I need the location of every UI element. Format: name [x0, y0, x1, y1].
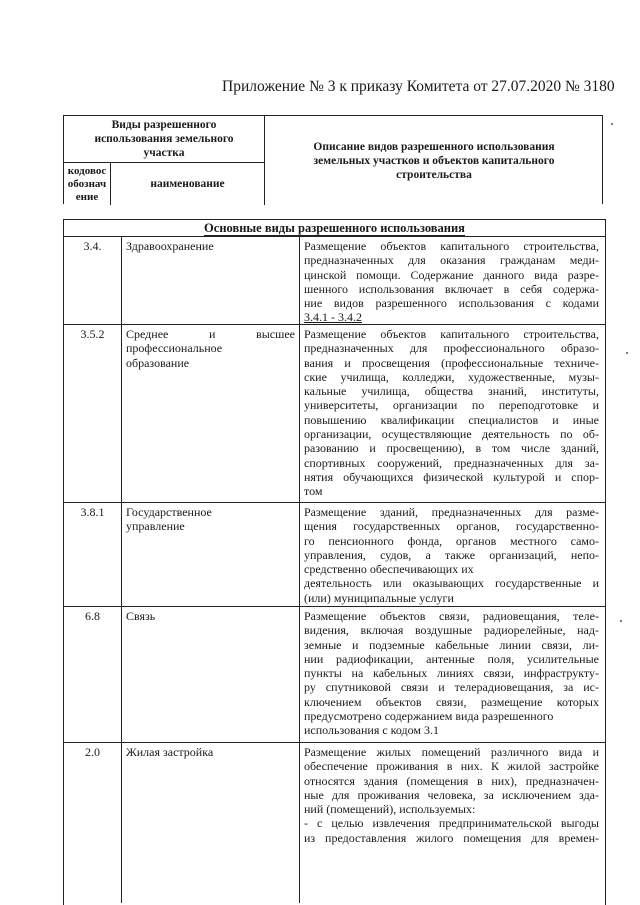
- header-code-line: кодовос: [67, 164, 107, 177]
- row-description-line: вания и просвещения (профессиональные техниче-: [304, 355, 599, 370]
- header-group-title-line: участка: [143, 147, 185, 159]
- row-code: 2.0: [64, 743, 122, 903]
- row-description-line: спортивных сооружений, предназначенных для за-: [304, 455, 599, 470]
- row-description-line: из предоставления жилого помещения для времен-: [304, 830, 599, 845]
- header-table: [63, 115, 603, 204]
- row-code: 3.5.2: [64, 325, 122, 502]
- row-description-line: пункты на кабельных линиях связи, инфраструкту-: [304, 666, 599, 681]
- header-code: [64, 163, 110, 205]
- header-group-title-line: Виды разрешенного: [111, 119, 217, 131]
- row-description: [300, 503, 605, 606]
- row-name-line: образование: [126, 355, 190, 370]
- scan-speck: [611, 123, 613, 125]
- row-description-line: Размещение жилых помещений различного вида и: [304, 745, 599, 759]
- row-name-line: Государственное: [126, 505, 212, 519]
- row-name-line: Жилая застройка: [126, 745, 214, 759]
- row-name-line: Здравоохранение: [126, 239, 214, 253]
- row-description-line: видения, включая воздушные радиорелейные, над-: [304, 623, 599, 638]
- row-description-line: организации, осуществляющие деятельность по об-: [304, 427, 599, 442]
- row-description-line: университеты, организации по переподготовке и: [304, 398, 599, 413]
- row-description-line: том: [304, 484, 323, 499]
- row-description-line: Размещение объектов капитального строительства,: [304, 327, 599, 341]
- row-description-line: щения государственных органов, государственно-: [304, 519, 599, 534]
- row-description-line: шенного использования включает в себя содержа-: [304, 281, 599, 296]
- row-name: [122, 237, 300, 324]
- scan-speck: [620, 620, 622, 622]
- row-description-line: обеспечение проживания в них. К жилой застройке: [304, 759, 599, 774]
- document-heading: Приложение № 3 к приказу Комитета от 27.07.2020 № 3180: [222, 78, 615, 95]
- header-group-title: [64, 116, 264, 162]
- row-description-line: использования с кодом 3.1: [304, 723, 440, 738]
- row-description: [300, 607, 605, 742]
- row-description-line: земные и подземные кабельные линии связи, ли-: [304, 637, 599, 652]
- header-description: [265, 116, 603, 205]
- header-code-line: обознач: [67, 177, 107, 190]
- table-row: [64, 237, 605, 325]
- row-description-line: ние видов разрешенного использования с кодами: [304, 296, 599, 311]
- section-title-row: [64, 220, 605, 237]
- row-code: 6.8: [64, 607, 122, 742]
- table-row: [64, 325, 605, 503]
- row-description: [300, 325, 605, 502]
- header-group-title-line: использования земельного: [94, 133, 234, 145]
- row-description-line: ключением объектов связи, размещение которых: [304, 694, 599, 709]
- row-description: [300, 237, 605, 324]
- row-description-line: цинской помощи. Содержание данного вида разре-: [304, 267, 599, 282]
- row-description-line: Размещение зданий, предназначенных для разме-: [304, 505, 599, 519]
- scan-speck: [626, 352, 628, 354]
- row-code: 3.8.1: [64, 503, 122, 606]
- row-name-line: Среднее и высшее: [126, 327, 295, 341]
- row-description-line: ру спутниковой связи и телерадиовещания, за ис-: [304, 680, 599, 695]
- row-description-line: деятельность или оказывающих государственные и: [304, 576, 599, 591]
- row-description-line: кальные училища, общества знаний, институты,: [304, 384, 599, 399]
- row-name: [122, 503, 300, 606]
- row-description-line: ские училища, колледжи, художественные, музы-: [304, 369, 599, 384]
- row-description-line: управления, судов, а также организаций, непо-: [304, 547, 599, 562]
- section-title: Основные виды разрешенного использования: [204, 221, 465, 235]
- header-description-line: земельных участков и объектов капитального: [313, 154, 555, 167]
- table-row: [64, 607, 605, 743]
- row-description-line: Размещение объектов связи, радиовещания, теле-: [304, 609, 599, 623]
- row-name-line: управление: [126, 519, 185, 534]
- row-name-line: профессиональное: [126, 341, 223, 356]
- table-row: [64, 743, 605, 903]
- row-description-line: разованию и просвещению), в том числе зданий,: [304, 441, 599, 456]
- header-code-line: ение: [75, 190, 99, 203]
- row-description-line: средственно обеспечивающих их: [304, 562, 474, 577]
- header-name: наименование: [150, 178, 225, 190]
- main-table: [63, 219, 606, 905]
- row-description-line: предназначенных для профессионального образо-: [304, 341, 599, 356]
- row-name: [122, 325, 300, 502]
- row-description-line: - с целью извлечения предпринимательской выгоды: [304, 816, 599, 831]
- row-description-line: 3.4.1 - 3.4.2: [304, 310, 362, 325]
- row-description-line: предназначенных для оказания гражданам меди-: [304, 253, 599, 268]
- table-row: [64, 503, 605, 607]
- row-description-line: (или) муниципальные услуги: [304, 590, 454, 605]
- row-description-line: повышению квалификации специалистов и иные: [304, 412, 599, 427]
- row-name: [122, 743, 300, 903]
- row-description-line: нии радиофикации, антенные поля, усилительные: [304, 651, 599, 666]
- row-code: 3.4.: [64, 237, 122, 324]
- row-description-line: относятся здания (помещения в них), предназначен-: [304, 773, 599, 788]
- row-description-line: предусмотрено содержанием вида разрешенного: [304, 709, 554, 724]
- row-description: [300, 743, 605, 903]
- row-description-line: ные для проживания человека, за исключением зда-: [304, 787, 599, 802]
- header-description-line: Описание видов разрешенного использования: [313, 140, 555, 153]
- row-name: [122, 607, 300, 742]
- header-description-line: строительства: [396, 168, 472, 181]
- row-description-line: нятия обучающихся физической культурой и спор-: [304, 469, 599, 484]
- row-description-line: ний (помещений), используемых:: [304, 802, 476, 817]
- row-name-line: Связь: [126, 609, 156, 623]
- row-description-line: Размещение объектов капитального строительства,: [304, 239, 599, 253]
- row-description-line: го пенсионного фонда, органов местного само-: [304, 533, 599, 548]
